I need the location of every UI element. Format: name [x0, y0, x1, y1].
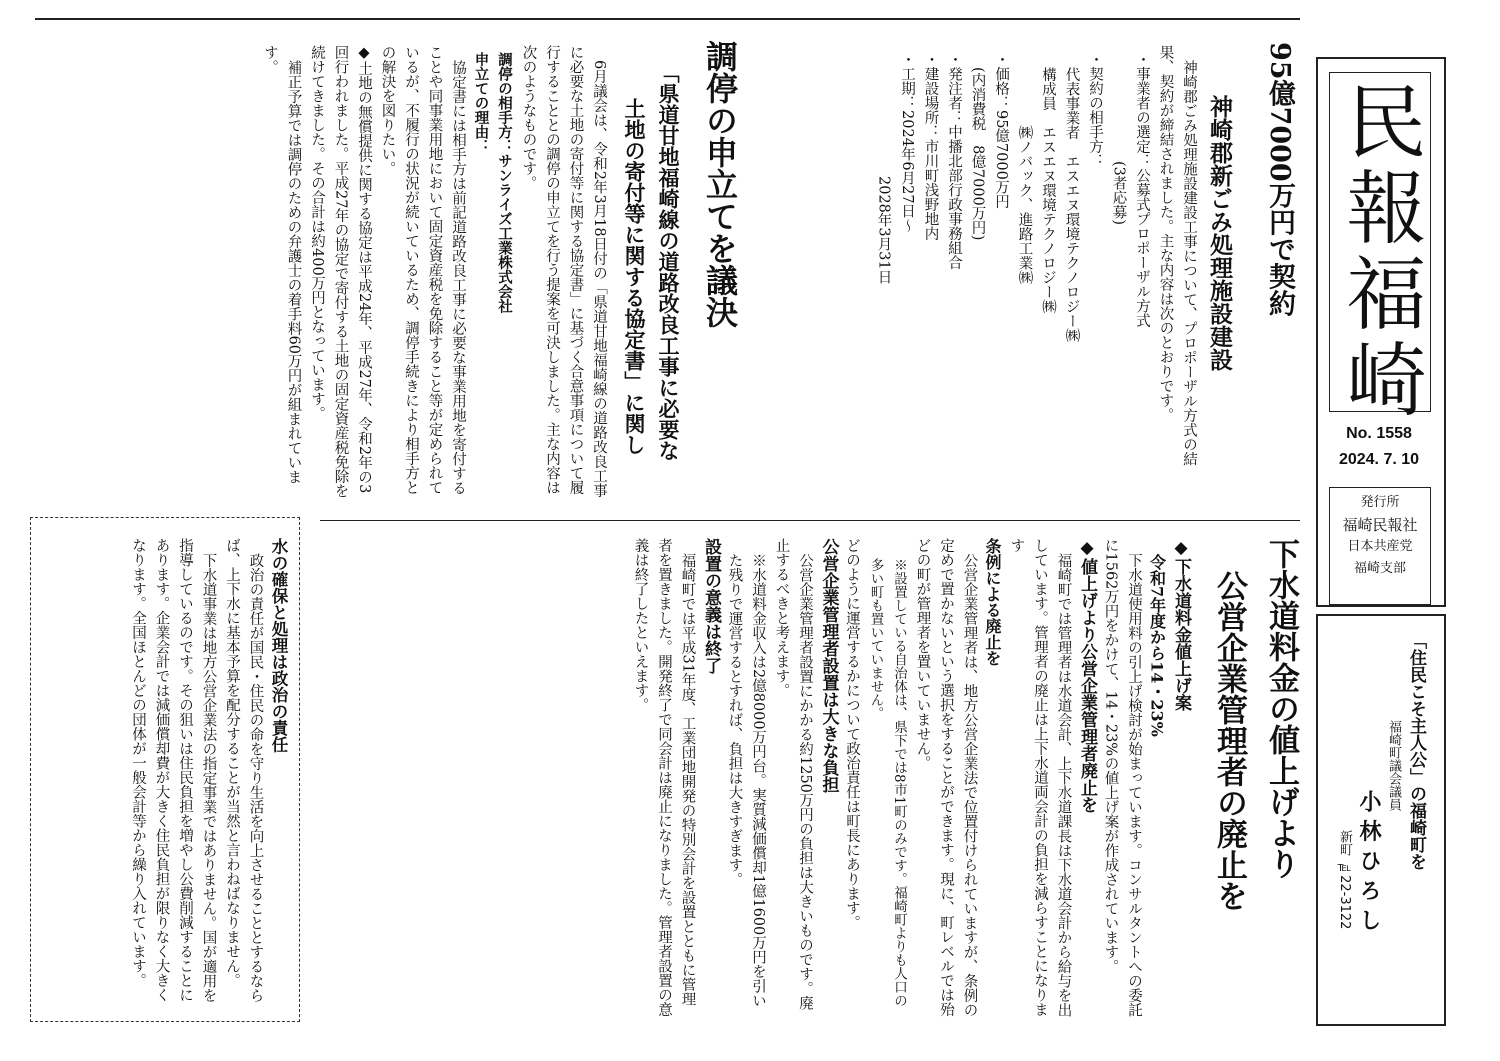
sewer-s5-body-2: 下水道事業は地方公営企業法の指定事業ではありません。国が適用を指導しているのです。その狙いは住民負担を増やし公費削減することにあります。企業会計では減価償却費が大きく住民負担が限りなく大きくなります。全国ほとんどの団体が一般会計等から繰り入れています。 [130, 538, 217, 1002]
waste-intro: 神崎郡ごみ処理施設建設工事について、プロポーザル方式の結果、契約が締結されました。主な内容は次のとおりです。 [1157, 45, 1197, 466]
mediation-reason-label: 申立ての理由： [472, 52, 490, 154]
issue-number: No. 1558 [1346, 425, 1412, 442]
sewer-s3-title: 公営企業管理者設置は大きな負担 [818, 538, 839, 793]
sewer-s5-title: 水の確保と処理は政治の責任 [269, 538, 288, 753]
mediation-intro: 6月議会は、令和2年3月18日付の「県道甘地福崎線の道路改良工事に必要な土地の寄付等に関する協定書」に基づく合意事項について履行することとの調停の申立てを行う提案を可決しました。主な内容は次のようなものです。 [520, 45, 607, 498]
waste-member-2: ㈱ノバック、進路工業㈱ [1016, 124, 1033, 285]
sewer-body [310, 538, 1192, 1018]
waste-price: ・価格：95億7000万円 [993, 52, 1009, 210]
sewer-s3-note: ※水道料金収入は2億8000万円台。実質減価償却1億1600万円を引いた残りで運営するとすれば、負担は大きすぎます。 [726, 552, 766, 1008]
ad-address: 新町 ℡22-3122 [1337, 830, 1352, 930]
waste-applicants: (3者応募) [1110, 161, 1127, 226]
publisher-label: 発行所 [1360, 495, 1400, 510]
sewer-s1-body: 下水道使用料の引上げ検討が始まっています。コンサルタントへの委託に1562万円をかけて、14・23%の値上げ案が作成されています。 [1102, 538, 1142, 1017]
sewer-s4-body: 福崎町では平成31年度、工業団地開発の特別会計を設置とともに管理者を置きました。開発終了で同会計は廃止になりました。管理者設置の意義は終了したといえます。 [632, 538, 696, 1017]
issue-date: 2024. 7. 10 [1338, 451, 1420, 468]
sewer-s1-title: ◆下水道料金値上げ案 [1171, 538, 1191, 711]
newspaper-title: 民報福崎 [1333, 80, 1426, 424]
sewer-s3-body-1: 公営企業管理者設置にかかる約1250万円の負担は大きいものです。廃止するべきと考えます。 [773, 538, 813, 1010]
publisher-name: 福崎民報社 [1342, 516, 1418, 534]
waste-member-1: 構成員 エスエヌ環境テクノロジー㈱ [1040, 66, 1056, 314]
mediation-budget: 補正予算では調停のための弁護士の着手料60万円が組まれています。 [262, 45, 302, 484]
mediation-headline: 調停の申立てを議決 [701, 40, 739, 328]
waste-site: ・建設場所：市川町浅野地内 [922, 52, 939, 241]
sewer-s2-body-1: 福崎町では管理者は水道会計、上下水道課長は下水道会計から給与を出しています。管理者の廃止は上下水道両会計の負担を減らすことになります [1008, 538, 1072, 1017]
mediation-counterparty: 調停の相手方：サンライズ工業株式会社 [496, 52, 513, 314]
waste-period-end: 2028年3月31日 [875, 175, 892, 284]
mediation-subhead-2: 土地の寄付等に関する協定書」に関し [622, 98, 647, 455]
sewer-s1-subtitle: 令和7年度から14・23% [1147, 554, 1167, 737]
sewer-s4-title: 設置の意義は終了 [701, 538, 721, 674]
waste-subhead: 神崎郡新ごみ処理施設建設 [1206, 95, 1233, 371]
waste-body [780, 45, 1200, 475]
waste-period-start: ・工期：2024年6月27日～ [899, 52, 915, 233]
ad-role: 福崎町議会議員 [1386, 720, 1401, 811]
waste-selection: ・事業者の選定：公募式プロポーザル方式 [1134, 52, 1150, 328]
waste-orderer: ・発注者：中播北部行政事務組合 [946, 52, 962, 270]
top-rule [35, 18, 1300, 20]
sewer-s2-body-3: どのように運営するかについて政治責任は町長にあります。 [844, 538, 860, 930]
publisher-branch: 福崎支部 [1353, 561, 1406, 576]
mediation-subhead-1: 「県道甘地福崎線の道路改良工事に必要な [656, 62, 681, 461]
mediation-reason: 協定書には相手方は前記道路改良工事に必要な事業用地を寄付することや同事業用地において固定資産税を免除すること等が定められているが、不履行の状況が続いているため、調停手続きにより相手方との解決を図りたい。 [379, 45, 466, 495]
sewer-s2-note: ※設置している自治体は、県下では8市1町のみです。福崎町よりも人口の多い町も置いていません。 [867, 558, 907, 1008]
ad-slogan: 「住民こそ主人公」の福崎町を [1406, 632, 1426, 870]
sewer-headline-2: 公営企業管理者の廃止を [1211, 570, 1247, 911]
sewer-s5-content [38, 538, 290, 1012]
publisher-party: 日本共産党 [1347, 539, 1413, 554]
mediation-body [50, 45, 610, 505]
waste-contractor-label: ・契約の相手方： [1087, 52, 1103, 169]
sewer-s2-ordinance-title: 条例による廃止を [983, 538, 1002, 666]
sewer-s5-body-1: 政治の責任が国民・住民の命を守り生活を向上させることとするならば、上下水に基本予算を配分することが当然と言わねばなりません。 [224, 538, 264, 1002]
sewer-headline-1: 下水道料金の値上げより [1263, 538, 1299, 879]
sewer-s2-title: ◆値上げより公営企業管理者廃止を [1077, 538, 1097, 813]
middle-rule [320, 520, 1300, 521]
waste-lead-company: 代表事業者 エスエヌ環境テクノロジー㈱ [1063, 66, 1080, 343]
sewer-s2-body-2: 公営企業管理者は、地方公営企業法で位置付けられていますが、条例の定めで置かないという選択をすることができます。現に、町レベルでは殆どの町が管理者を置いていません。 [914, 538, 978, 1017]
mediation-agreement-history: ◆土地の無償提供に関する協定は平成24年、平成27年、令和2年の3回行われました。平成27年の協定で寄付する土地の固定資産税免除を続けてきました。その合計は約400万円となっています。 [309, 45, 372, 499]
ad-councillor-name: 小 林 ひ ろ し [1356, 790, 1381, 931]
waste-tax: (内消費税 8億7000万円) [969, 66, 986, 241]
publisher-box [1329, 487, 1431, 605]
waste-headline: 95億7000万円で契約 [1264, 42, 1295, 317]
